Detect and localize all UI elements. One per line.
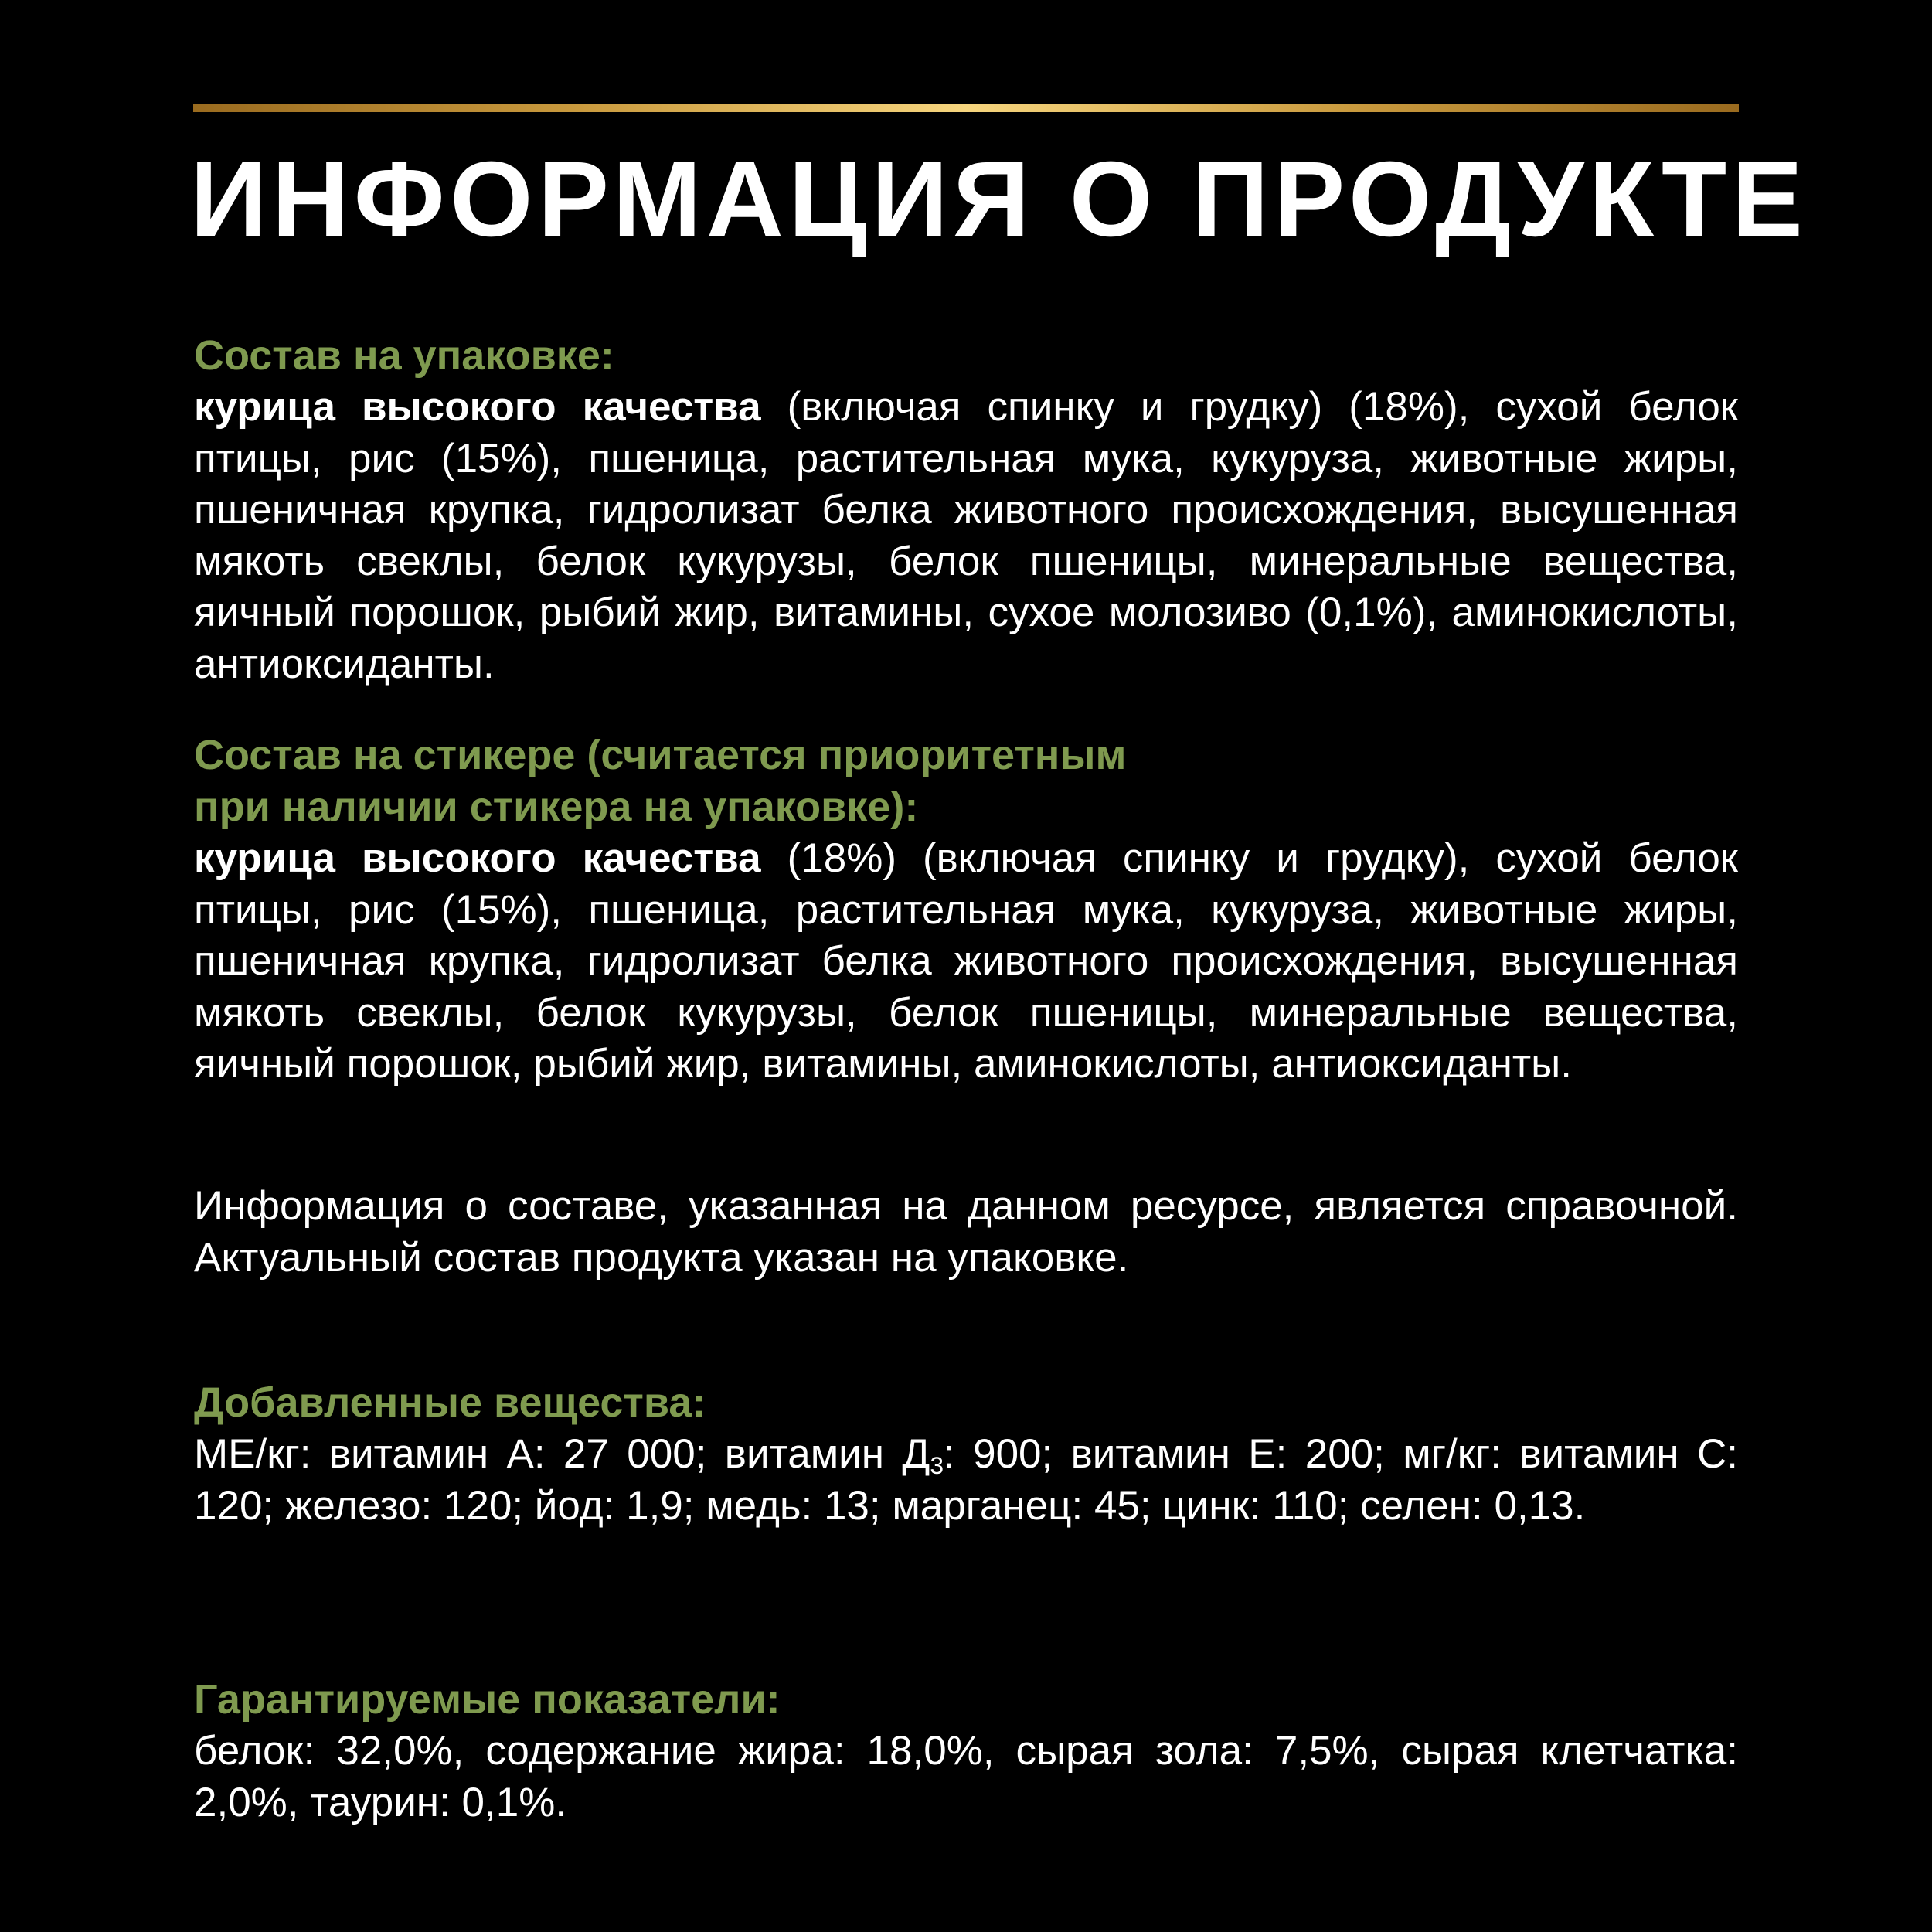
sticker-composition-lead: курица высокого качества: [194, 835, 761, 881]
gold-divider: [193, 104, 1739, 112]
page-title: ИНФОРМАЦИЯ О ПРОДУКТЕ: [190, 140, 1808, 259]
package-composition-ingredients: (включая спинку и грудку) (18%), сухой белок птицы, рис (15%), пшеница, растительная мука, кукуруза, животные жиры, пшеничная крупка, гидролизат белка животного происхождения, высушенная мякоть свеклы, белок кукурузы, белок пшеницы, минеральные вещества, яичный порошок, рыбий жир, витамины, сухое молозиво (0,1%), аминокислоты, антиоксиданты.: [194, 384, 1738, 687]
additives-heading: Добавленные вещества:: [194, 1379, 706, 1426]
package-composition-lead: курица высокого качества: [194, 384, 761, 430]
package-composition-heading: Состав на упаковке:: [194, 332, 614, 379]
sticker-composition-text: [194, 833, 1738, 1090]
additives-section: [194, 1377, 1738, 1532]
sticker-composition-section: [194, 730, 1738, 1090]
additives-text-start: МЕ/кг: витамин А: 27 000; витамин Д: [194, 1431, 930, 1477]
guaranteed-section: [194, 1674, 1738, 1828]
guaranteed-text: белок: 32,0%, содержание жира: 18,0%, сырая зола: 7,5%, сырая клетчатка: 2,0%, таурин: 0,1%.: [194, 1728, 1738, 1825]
additives-text-end: : 900; витамин Е: 200; мг/кг: витамин С: 120; железо: 120; йод: 1,9; медь: 13; марганец: 45; цинк: 110; селен: 0,13.: [194, 1431, 1738, 1529]
package-composition-text: [194, 382, 1738, 690]
composition-disclaimer: Информация о составе, указанная на данном ресурсе, является справочной. Актуальный состав продукта указан на упаковке.: [194, 1183, 1738, 1281]
guaranteed-heading: Гарантируемые показатели:: [194, 1676, 781, 1723]
vitamin-d3-subscript: 3: [930, 1451, 944, 1479]
additives-text: [194, 1429, 1738, 1532]
sticker-composition-ingredients: (18%) (включая спинку и грудку), сухой белок птицы, рис (15%), пшеница, растительная мука, кукуруза, животные жиры, пшеничная крупка, гидролизат белка животного происхождения, высушенная мякоть свеклы, белок кукурузы, белок пшеницы, минеральные вещества, яичный порошок, рыбий жир, витамины, аминокислоты, антиоксиданты.: [194, 835, 1738, 1087]
sticker-composition-heading-line2: при наличии стикера на упаковке):: [194, 784, 919, 830]
package-composition-section: [194, 330, 1738, 690]
disclaimer-section: [194, 1181, 1738, 1284]
sticker-composition-heading-line1: Состав на стикере (считается приоритетным: [194, 732, 1127, 778]
